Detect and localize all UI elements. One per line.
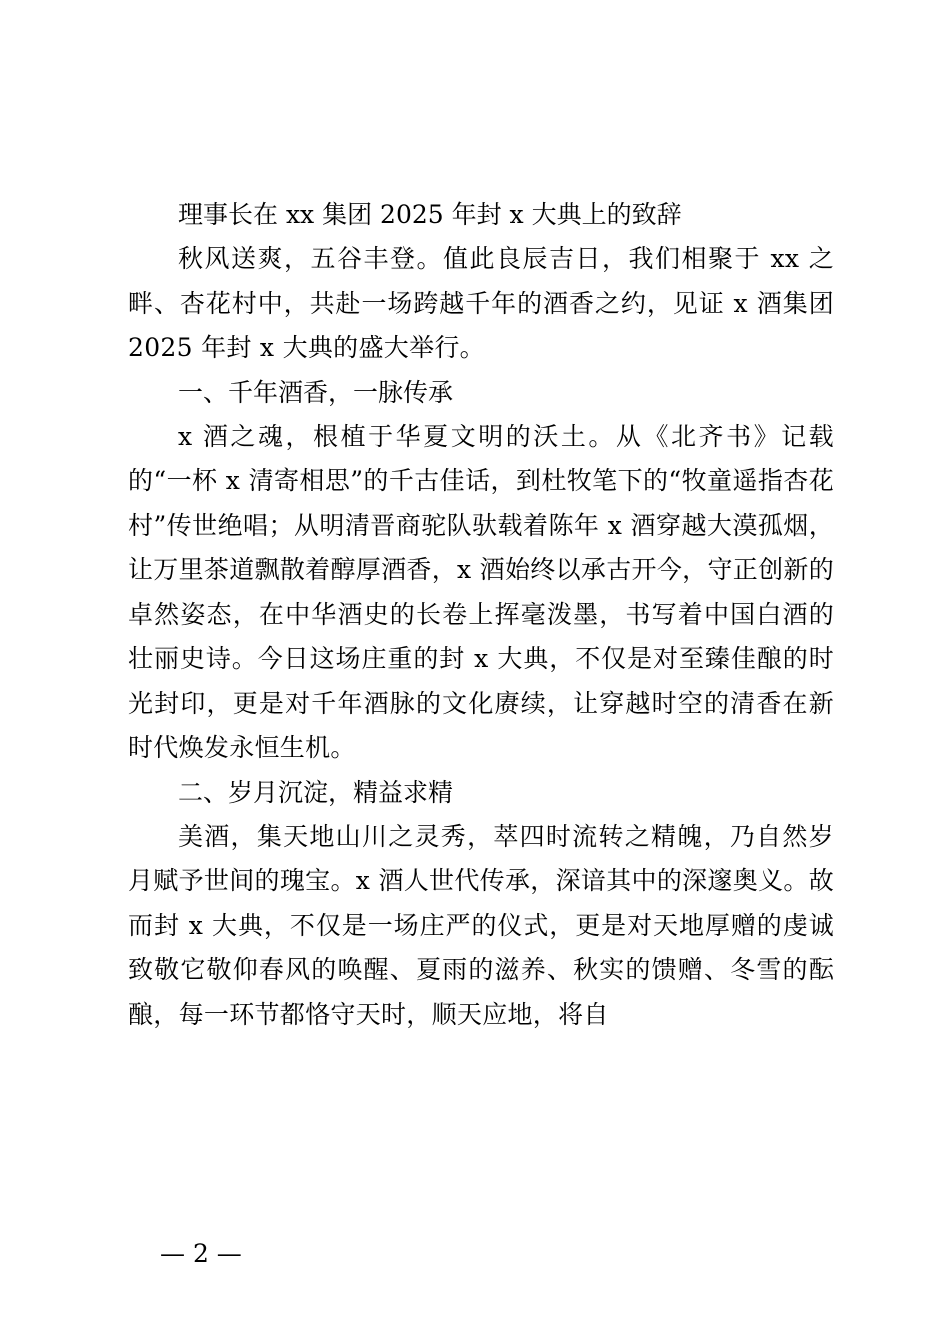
document-body (128, 193, 834, 1037)
section-heading-1: 一、千年酒香，一脉传承 (178, 377, 454, 407)
opening-paragraph: 秋风送爽，五谷丰登。值此良辰吉日，我们相聚于 xx 之畔、杏花村中，共赴一场跨越千年的酒香之约，见证 x 酒集团 2025 年封 x 大典的盛大举行。 (128, 244, 834, 362)
section-body-2: 美酒，集天地山川之灵秀，萃四时流转之精魄，乃自然岁月赋予世间的瑰宝。x 酒人世代传承，深谙其中的深邃奥义。故而封 x 大典，不仅是一场庄严的仪式，更是对天地厚赠的虔诚致敬它敬仰春风的唤醒、夏雨的滋养、秋实的馈赠、冬雪的酝酿，每一环节都恪守天时，顺天应地，将自 (128, 821, 834, 1029)
section-body-1: x 酒之魂，根植于华夏文明的沃土。从《北齐书》记载的“一杯 x 清寄相思”的千古佳话，到杜牧笔下的“牧童遥指杏花村”传世绝唱；从明清晋商驼队驮载着陈年 x 酒穿越大漠孤烟，让万里茶道飘散着醇厚酒香，x 酒始终以承古开今，守正创新的卓然姿态，在中华酒史的长卷上挥毫泼墨，书写着中国白酒的壮丽史诗。今日这场庄重的封 x 大典，不仅是对至臻佳酿的时光封印，更是对千年酒脉的文化赓续，让穿越时空的清香在新时代焕发永恒生机。 (128, 421, 834, 762)
page-number: — 2 — (160, 1239, 242, 1268)
section-heading-2: 二、岁月沉淀，精益求精 (178, 777, 454, 807)
speech-title: 理事长在 xx 集团 2025 年封 x 大典上的致辞 (178, 200, 682, 229)
